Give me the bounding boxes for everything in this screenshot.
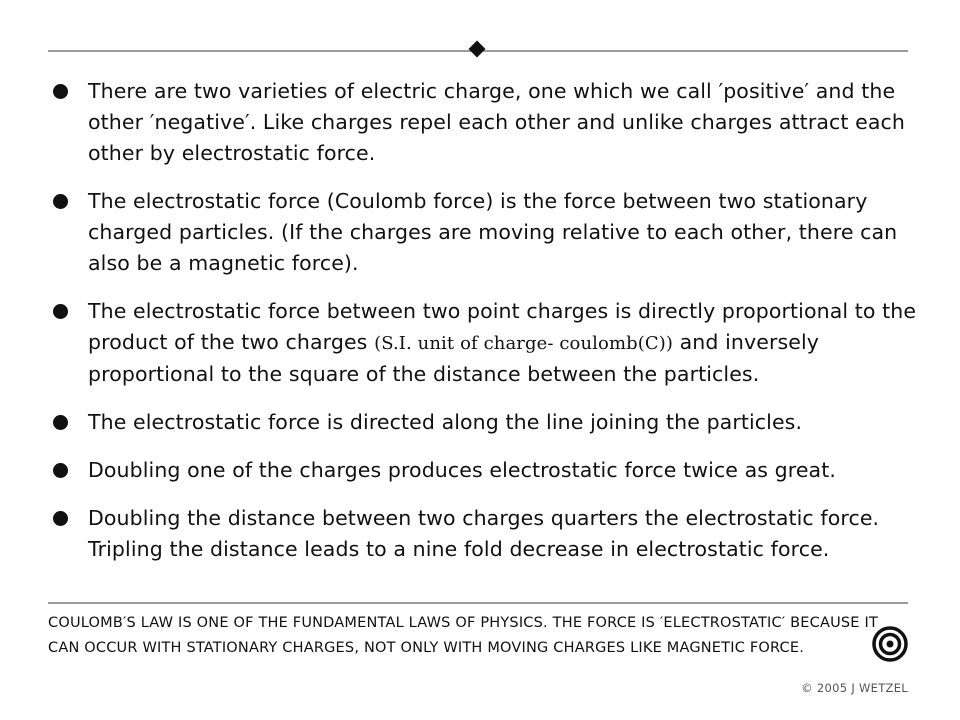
diamond-icon [469, 41, 486, 58]
bullet-dot-icon [53, 304, 68, 319]
bottom-divider-line [48, 602, 908, 604]
bullet-list [48, 76, 918, 582]
bullet-item-direction [48, 407, 918, 438]
bullet-dot-icon [53, 84, 68, 99]
footer-note: COULOMB′S LAW IS ONE OF THE FUNDAMENTAL LAWS OF PHYSICS. THE FORCE IS ′ELECTROSTATIC′ BECAUSE IT CAN OCCUR WITH STATIONARY CHARGES, NOT ONLY WITH MOVING CHARGES LIKE MAGNETIC FORCE. [48, 615, 879, 656]
bullet-item-charge-varieties [48, 76, 918, 169]
bullet-text: The electrostatic force (Coulomb force) is the force between two stationary charged particles. (If the charges are moving relative to each other, there can also be a magnetic force). [88, 189, 898, 275]
bullet-dot-icon [53, 194, 68, 209]
bullet-item-coulomb-force [48, 186, 918, 279]
bullet-dot-icon [53, 511, 68, 526]
copyright-text: © 2005 J WETZEL [801, 681, 908, 695]
bullet-dot-icon [53, 463, 68, 478]
si-unit-note: (S.I. unit of charge- coulomb(C)) [374, 333, 674, 354]
bullet-text: The electrostatic force between two point charges is directly proportional to the product of the two charges [88, 299, 917, 354]
bullet-text: Doubling one of the charges produces electrostatic force twice as great. [88, 458, 836, 482]
bullet-item-doubling-charge [48, 455, 918, 486]
target-icon [872, 626, 908, 662]
bullet-text: The electrostatic force is directed along the line joining the particles. [88, 410, 803, 434]
bullet-dot-icon [53, 415, 68, 430]
bullet-text: Doubling the distance between two charges quarters the electrostatic force. Tripling the distance leads to a nine fold decrease in electrostatic force. [88, 506, 880, 561]
bullet-text: There are two varieties of electric charge, one which we call ′positive′ and the other ′negative′. Like charges repel each other and unlike charges attract each other by electrostatic force. [88, 79, 905, 165]
bullet-item-distance [48, 503, 918, 565]
bullet-text: and inversely proportional to the square of the distance between the particles. [88, 330, 819, 386]
bullet-item-proportionality [48, 296, 918, 390]
